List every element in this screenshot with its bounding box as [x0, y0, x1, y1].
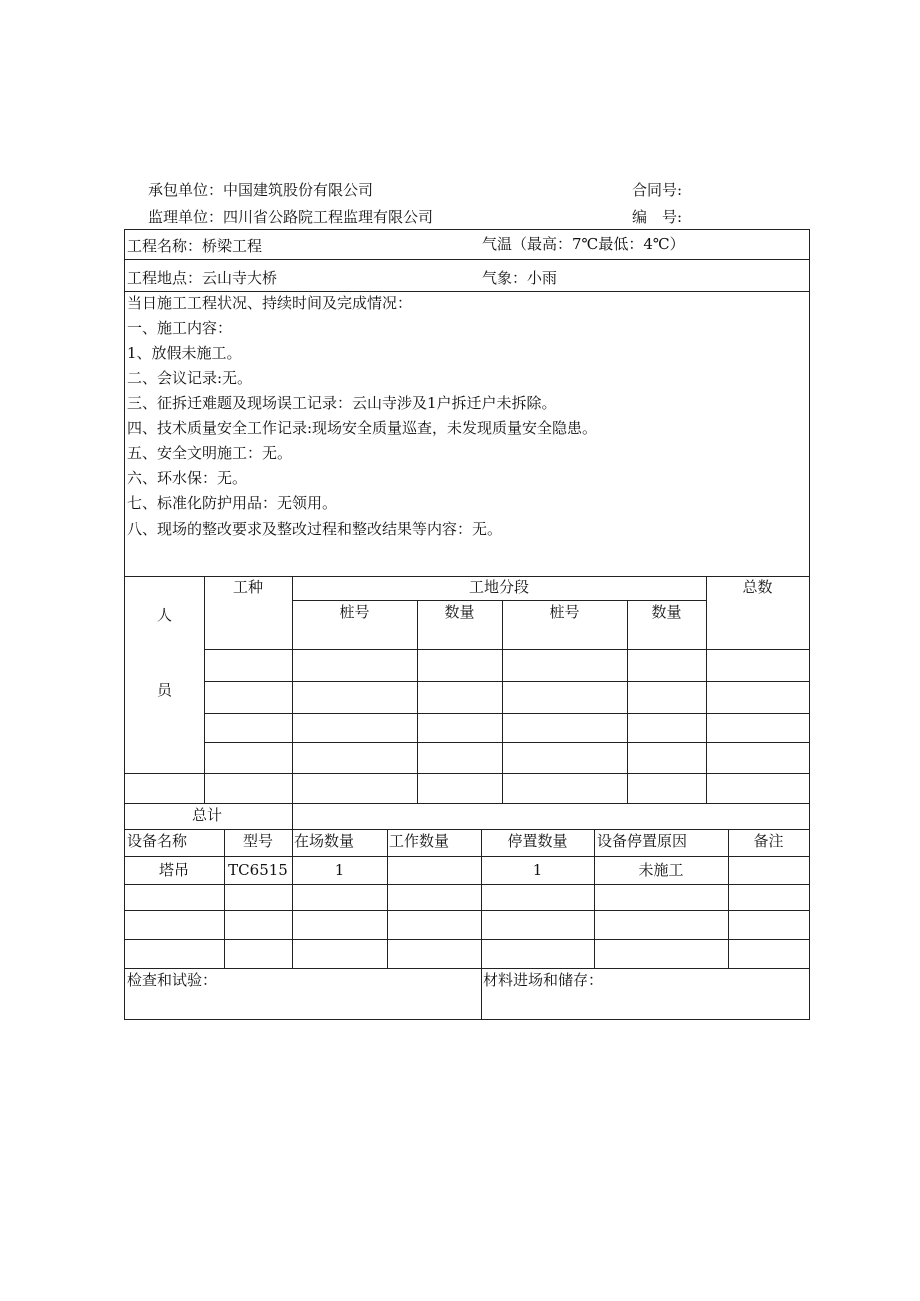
equip-col-idle: 停置数量	[507, 832, 568, 850]
equip-row-model: TC6515	[228, 861, 288, 879]
equip-col-remarks: 备注	[753, 832, 784, 850]
work-status-line: 一、施工内容：	[127, 319, 233, 337]
col-pile-1: 桩号	[339, 603, 370, 621]
col-pile-2: 桩号	[549, 603, 580, 621]
equip-row-name: 塔吊	[158, 861, 189, 879]
work-status-line: 二、会议记录:无。	[127, 369, 253, 387]
contract-no-label: 合同号:	[632, 181, 683, 199]
work-status-heading: 当日施工工程状况、持续时间及完成情况：	[127, 294, 413, 312]
personnel-side-label-bottom: 员	[157, 681, 173, 699]
work-status-line: 四、技术质量安全工作记录:现场安全质量巡查，未发现质量安全隐患。	[127, 419, 598, 437]
inspection-label: 检查和试验：	[127, 971, 218, 989]
equip-row-idle-reason: 未施工	[638, 861, 684, 879]
equip-row-idle: 1	[532, 861, 543, 879]
work-status-line: 八、现场的整改要求及整改过程和整改结果等内容：无。	[127, 520, 503, 538]
col-sections: 工地分段	[468, 578, 529, 596]
equip-col-working: 工作数量	[389, 832, 450, 850]
project-name: 工程名称：桥梁工程	[127, 237, 263, 255]
col-qty-1: 数量	[444, 603, 475, 621]
col-total: 总数	[742, 578, 773, 596]
equip-col-idle-reason: 设备停置原因	[597, 832, 688, 850]
supervisor-label: 监理单位：四川省公路院工程监理有限公司	[148, 208, 434, 226]
equip-col-model: 型号	[242, 832, 273, 850]
serial-no-label: 编 号:	[632, 208, 683, 226]
weather: 气象：小雨	[482, 269, 558, 287]
work-status-line: 1、放假未施工。	[127, 344, 242, 362]
personnel-side-label-top: 人	[157, 606, 173, 624]
work-status-line: 七、标准化防护用品：无领用。	[127, 494, 338, 512]
equip-col-name: 设备名称	[127, 832, 188, 850]
materials-label: 材料进场和储存：	[483, 971, 604, 989]
col-trade: 工种	[232, 578, 263, 596]
equip-row-onsite: 1	[334, 861, 345, 879]
project-location: 工程地点：云山寺大桥	[127, 269, 278, 287]
grand-total-label: 总计	[192, 806, 223, 824]
work-status-line: 五、安全文明施工：无。	[127, 444, 293, 462]
work-status-line: 六、环水保：无。	[127, 469, 248, 487]
equip-col-onsite: 在场数量	[294, 832, 355, 850]
contractor-label: 承包单位：中国建筑股份有限公司	[148, 181, 374, 199]
work-status-line: 三、征拆迁难题及现场误工记录：云山寺涉及1户拆迁户未拆除。	[127, 394, 557, 412]
col-qty-2: 数量	[651, 603, 682, 621]
temperature: 气温（最高：7℃最低：4℃）	[482, 235, 685, 253]
